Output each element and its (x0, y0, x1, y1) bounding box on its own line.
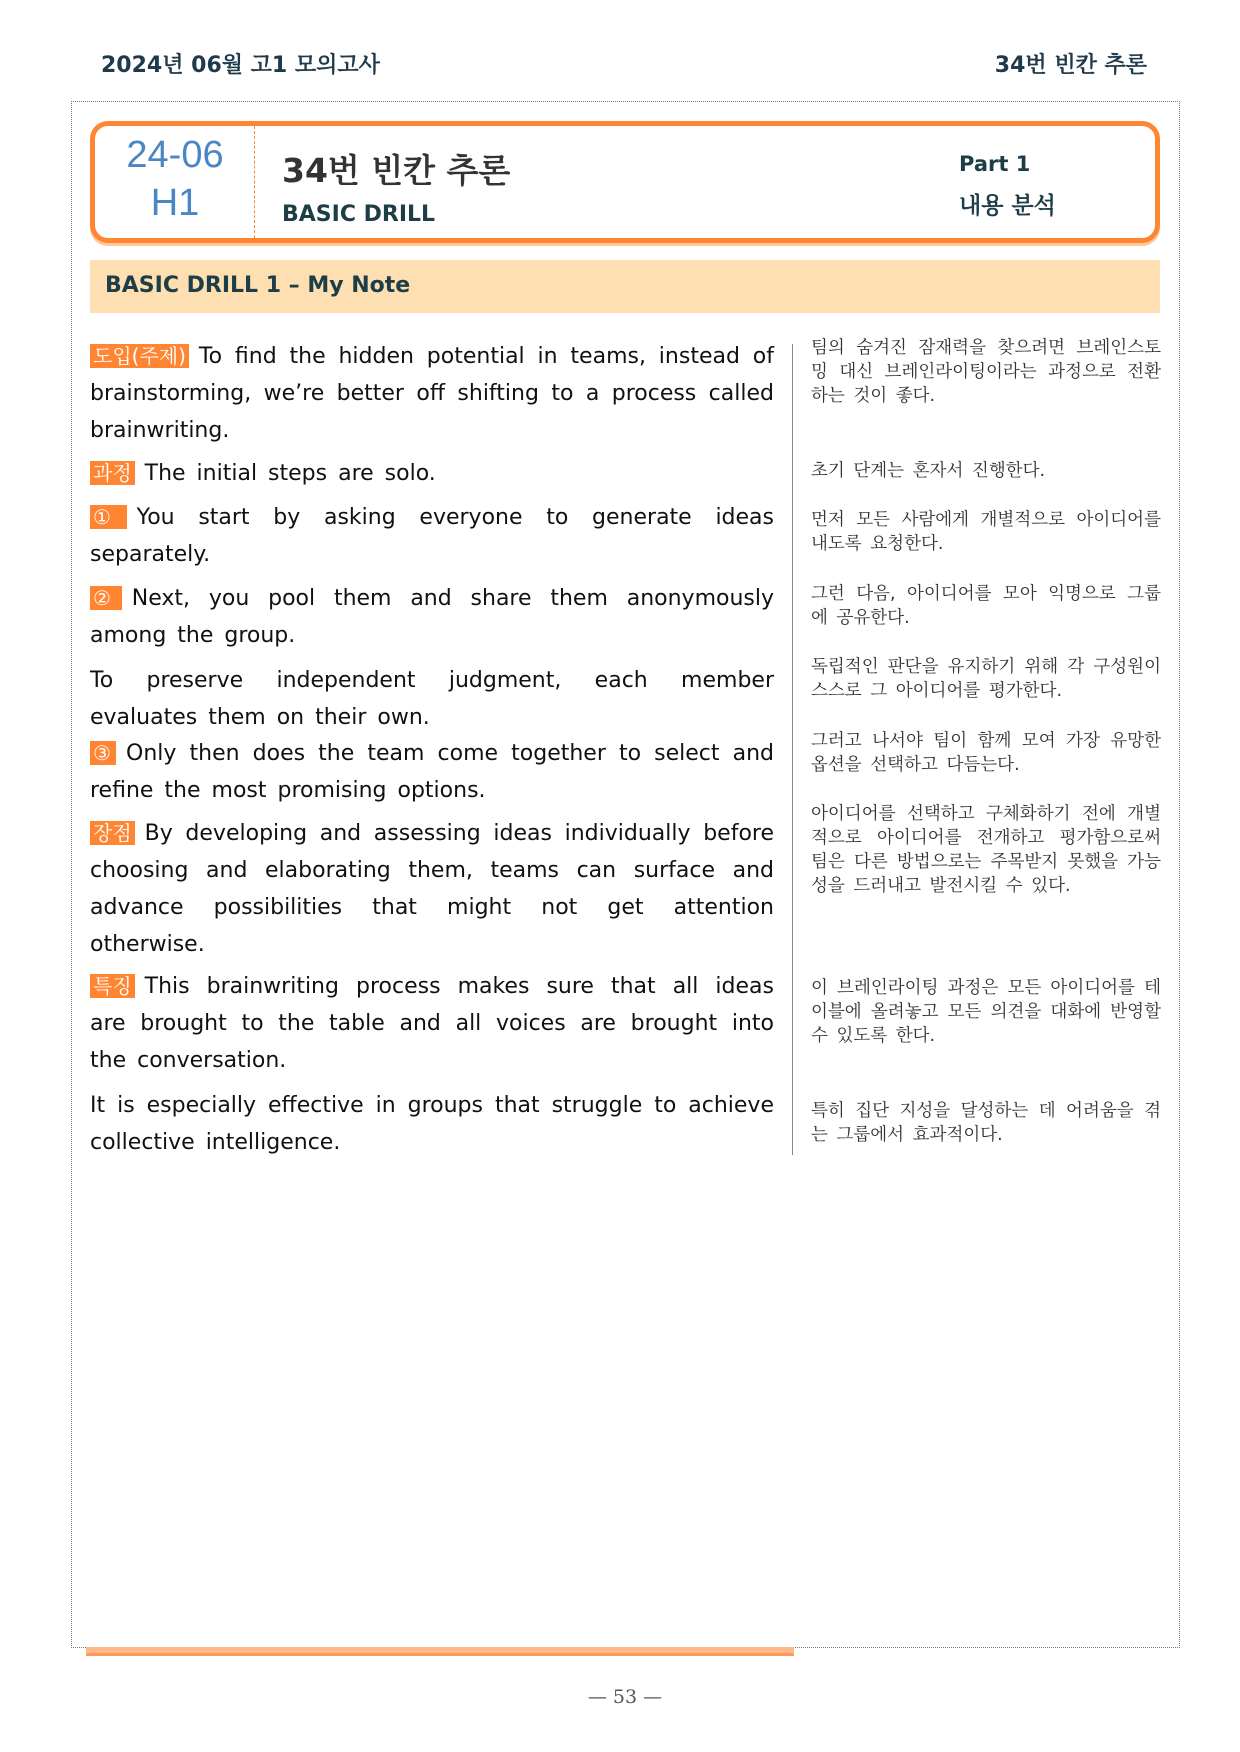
english-paragraph (90, 580, 774, 654)
paragraph-badge: 장점 (90, 821, 135, 845)
korean-translation: 그러고 나서야 팀이 함께 모여 가장 유망한 옵션을 선택하고 다듬는다. (811, 731, 1161, 775)
paragraph-text: Next, you pool them and share them anonymously among the group. (90, 586, 774, 648)
paragraph-text: Only then does the team come together to select and refine the most promising options. (90, 741, 774, 803)
paragraph-text: It is especially effective in groups that struggle to achieve collective intelligence. (90, 1093, 774, 1155)
page-title: 34번 빈칸 추론 (282, 151, 511, 190)
title-divider (254, 126, 255, 238)
korean-translation: 팀의 숨겨진 잠재력을 찾으려면 브레인스토밍 대신 브레인라이팅이라는 과정으로 전환하는 것이 좋다. (811, 338, 1161, 406)
english-paragraph (90, 815, 774, 963)
paragraph-text: By developing and assessing ideas individually before choosing and elaborating them, teams can surface and advance possibilities that might not get attention otherwise. (90, 821, 774, 957)
part-description: 내용 분석 (959, 193, 1056, 219)
paragraph-text: To preserve independent judgment, each member evaluates them on their own. (90, 668, 774, 730)
english-paragraph (90, 338, 774, 449)
korean-translation: 먼저 모든 사람에게 개별적으로 아이디어를 내도록 요청한다. (811, 510, 1161, 554)
english-paragraph (90, 968, 774, 1079)
page-subtitle: BASIC DRILL (282, 202, 436, 227)
english-paragraph (90, 662, 774, 736)
paragraph-badge: 특징 (90, 974, 135, 998)
header-question-title: 34번 빈칸 추론 (994, 53, 1147, 78)
english-paragraph (90, 499, 774, 573)
paragraph-badge: ② (90, 586, 122, 610)
part-label: Part 1 (959, 152, 1031, 176)
korean-translation: 초기 단계는 혼자서 진행한다. (811, 461, 1046, 481)
paragraph-badge: ① (90, 505, 127, 529)
footer-bar (86, 1647, 794, 1656)
exam-code: 24-06 (126, 134, 224, 176)
korean-translation: 특히 집단 지성을 달성하는 데 어려움을 겪는 그룹에서 효과적이다. (811, 1101, 1161, 1145)
paragraph-text: The initial steps are solo. (144, 461, 436, 486)
title-box (90, 121, 1160, 243)
paragraph-text: You start by asking everyone to generate ideas separately. (90, 505, 774, 567)
header-exam-title: 2024년 06월 고1 모의고사 (101, 53, 380, 78)
paragraph-badge: 과정 (90, 461, 135, 485)
english-paragraph (90, 1087, 774, 1161)
section-banner: BASIC DRILL 1 – My Note (90, 260, 1160, 313)
korean-translation: 독립적인 판단을 유지하기 위해 각 구성원이 스스로 그 아이디어를 평가한다. (811, 657, 1161, 701)
paragraph-badge: 도입(주제) (90, 344, 189, 368)
korean-translation: 이 브레인라이팅 과정은 모든 아이디어를 테이블에 올려놓고 모든 의견을 대화에 반영할 수 있도록 한다. (811, 978, 1161, 1046)
korean-translation: 그런 다음, 아이디어를 모아 익명으로 그룹에 공유한다. (811, 584, 1161, 628)
page-number: — 53 — (587, 1686, 663, 1708)
grade-level: H1 (150, 182, 200, 224)
paragraph-text: To find the hidden potential in teams, instead of brainstorming, we’re better off shifting to a process called brainwriting. (90, 344, 774, 443)
korean-translation: 아이디어를 선택하고 구체화하기 전에 개별적으로 아이디어를 전개하고 평가함으로써 팀은 다른 방법으로는 주목받지 못했을 가능성을 드러내고 발전시킬 수 있다. (811, 804, 1161, 896)
paragraph-badge: ③ (90, 741, 116, 765)
column-divider (792, 344, 793, 1155)
english-paragraph (90, 735, 774, 809)
paragraph-text: This brainwriting process makes sure that all ideas are brought to the table and all voices are brought into the conversation. (90, 974, 774, 1073)
english-paragraph (90, 455, 774, 492)
